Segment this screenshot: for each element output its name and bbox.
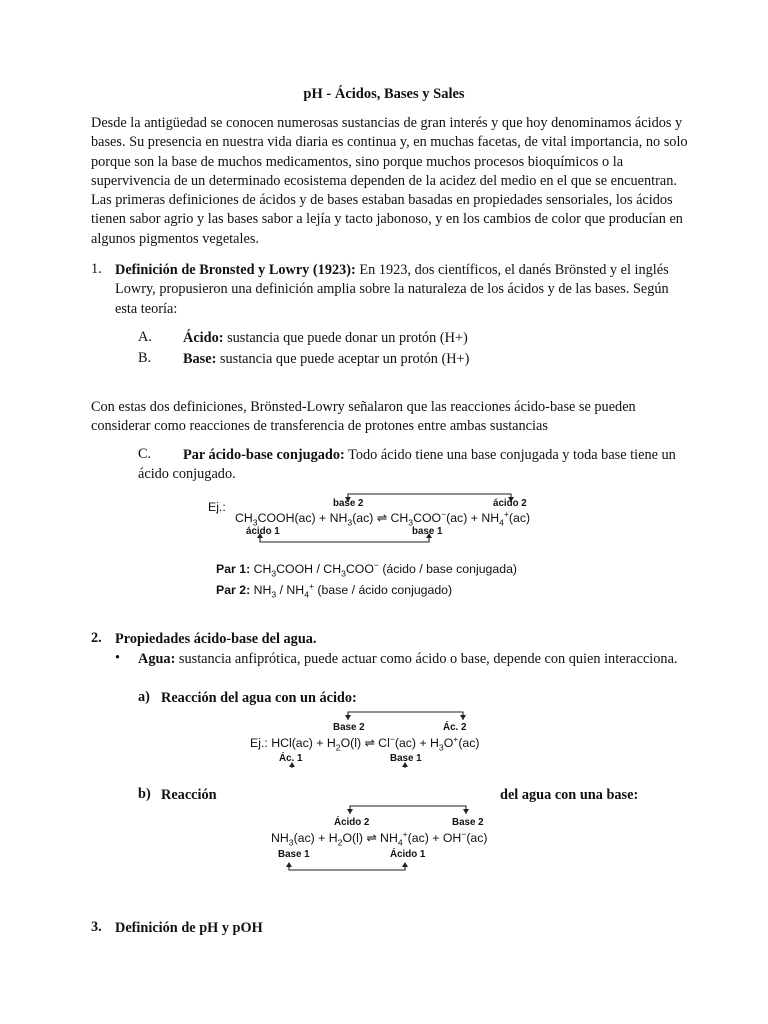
item-a-term: Ácido: bbox=[183, 330, 224, 346]
bronsted-example-diagram bbox=[200, 490, 560, 550]
section-1-paragraph bbox=[115, 261, 690, 319]
reaction-equation-2: Ej.: $HCl(ac) + H_2O(l)$ ⇌ $Cl^-(ac) + H_3O^+(ac)$ bbox=[250, 733, 480, 753]
pair-1-text: (ácido / base conjugada) bbox=[378, 562, 518, 576]
bullet-icon: • bbox=[115, 650, 121, 666]
label-ac-2: Ác. 2 bbox=[443, 722, 467, 733]
example-prefix: Ej.: bbox=[208, 500, 226, 514]
water-text: sustancia anfiprótica, puede actuar como ácido o base, depende con quien interacciona. bbox=[175, 651, 678, 667]
sub-b-heading-left: Reacción bbox=[161, 787, 217, 803]
section-2-heading: Propiedades ácido-base del agua. bbox=[115, 631, 317, 647]
section-3-heading: Definición de pH y pOH bbox=[115, 920, 263, 936]
label-base-1c: Base 1 bbox=[278, 849, 310, 860]
label-ac-1: Ác. 1 bbox=[279, 753, 303, 764]
section-2-number: 2. bbox=[91, 630, 102, 646]
item-a bbox=[183, 329, 683, 348]
sub-a-heading: Reacción del agua con un ácido: bbox=[161, 690, 357, 706]
label-base-1b: Base 1 bbox=[390, 753, 422, 764]
sub-a-letter: a) bbox=[138, 689, 150, 705]
water-term: Agua: bbox=[138, 651, 176, 667]
page-title: pH - Ácidos, Bases y Sales bbox=[303, 86, 465, 102]
bronsted-follow-paragraph: Con estas dos definiciones, Brönsted-Lowry señalaron que las reacciones ácido-base se pueden considerar como reacciones de transferencia de protones entre ambas sustancias bbox=[91, 399, 636, 435]
label-acido-1b: Ácido 1 bbox=[390, 849, 426, 860]
intro-paragraph: Desde la antigüedad se conocen numerosas sustancias de gran interés y que hoy denominamos ácidos y bases. Su presencia en nuestra vida diaria es continua y, en muchas facetas, de vital importancia, no solo porque son la base de muchos medicamentos, sino porque muchos procesos bioquímicos o la supervivencia de un determinado ecosistema dependen de la acidez del medio en el que se encuentran. Las primeras definiciones de ácidos y de bases estaban basadas en propiedades sensoriales, los ácidos tienen sabor agrio y las bases sabor a lejía y tacto jabonoso, y en los cambios de color que producían en algunos pigmentos vegetales. bbox=[91, 115, 688, 247]
item-a-letter: A. bbox=[138, 329, 152, 345]
reaction-equation-1: $CH_3COOH(ac) + NH_3(ac)$ ⇌ $CH_3COO^-(ac) + NH_4^+(ac)$ bbox=[235, 508, 531, 528]
sub-b-heading-right: del agua con una base: bbox=[500, 787, 639, 803]
item-c-letter: C. bbox=[138, 446, 152, 462]
water-base-diagram bbox=[268, 802, 508, 874]
section-1-number: 1. bbox=[91, 261, 102, 277]
section-3-number: 3. bbox=[91, 919, 102, 935]
label-acido-2: ácido 2 bbox=[493, 498, 527, 509]
pair-1-label: Par 1: bbox=[216, 562, 251, 576]
item-b-text: sustancia que puede aceptar un protón (H+) bbox=[216, 351, 470, 367]
label-base-2: base 2 bbox=[333, 498, 364, 509]
reaction-equation-3: $NH_3(ac) + H_2O(l)$ ⇌ $NH_4^+(ac) + OH^-(ac)$ bbox=[271, 828, 488, 848]
label-acido-1: ácido 1 bbox=[246, 526, 280, 537]
pair-2-line: Par 2: $NH_3 / NH_4^+$ (base / ácido conjugado) bbox=[216, 580, 453, 600]
item-a-text: sustancia que puede donar un protón (H+) bbox=[223, 330, 468, 346]
item-c-term: Par ácido-base conjugado: bbox=[183, 447, 345, 463]
water-acid-diagram bbox=[245, 708, 505, 768]
label-base-2c: Base 2 bbox=[452, 817, 484, 828]
item-c-text: Todo ácido tiene una base conjugada y toda base tiene un ácido conjugado. bbox=[138, 447, 676, 483]
item-c bbox=[138, 446, 678, 485]
label-base-2b: Base 2 bbox=[333, 722, 365, 733]
water-bullet bbox=[138, 650, 678, 669]
item-b-letter: B. bbox=[138, 350, 152, 366]
pair-2-label: Par 2: bbox=[216, 583, 251, 597]
example-2-prefix: Ej.: bbox=[250, 736, 268, 750]
sub-b-letter: b) bbox=[138, 786, 151, 802]
item-b-term: Base: bbox=[183, 351, 217, 367]
pair-1-line: Par 1: $CH_3COOH / CH_3COO^-$ (ácido / base conjugada) bbox=[216, 559, 518, 579]
label-base-1: base 1 bbox=[412, 526, 443, 537]
section-1-heading: Definición de Bronsted y Lowry (1923): bbox=[115, 262, 356, 278]
item-b bbox=[183, 350, 683, 369]
section-1-text: En 1923, dos científicos, el danés Brönsted y el inglés Lowry, propusieron una definición amplia sobre la naturaleza de los ácidos y de las bases. Según esta teoría: bbox=[115, 262, 669, 317]
label-acido-2b: Ácido 2 bbox=[334, 817, 370, 828]
pair-2-text: (base / ácido conjugado) bbox=[314, 583, 453, 597]
